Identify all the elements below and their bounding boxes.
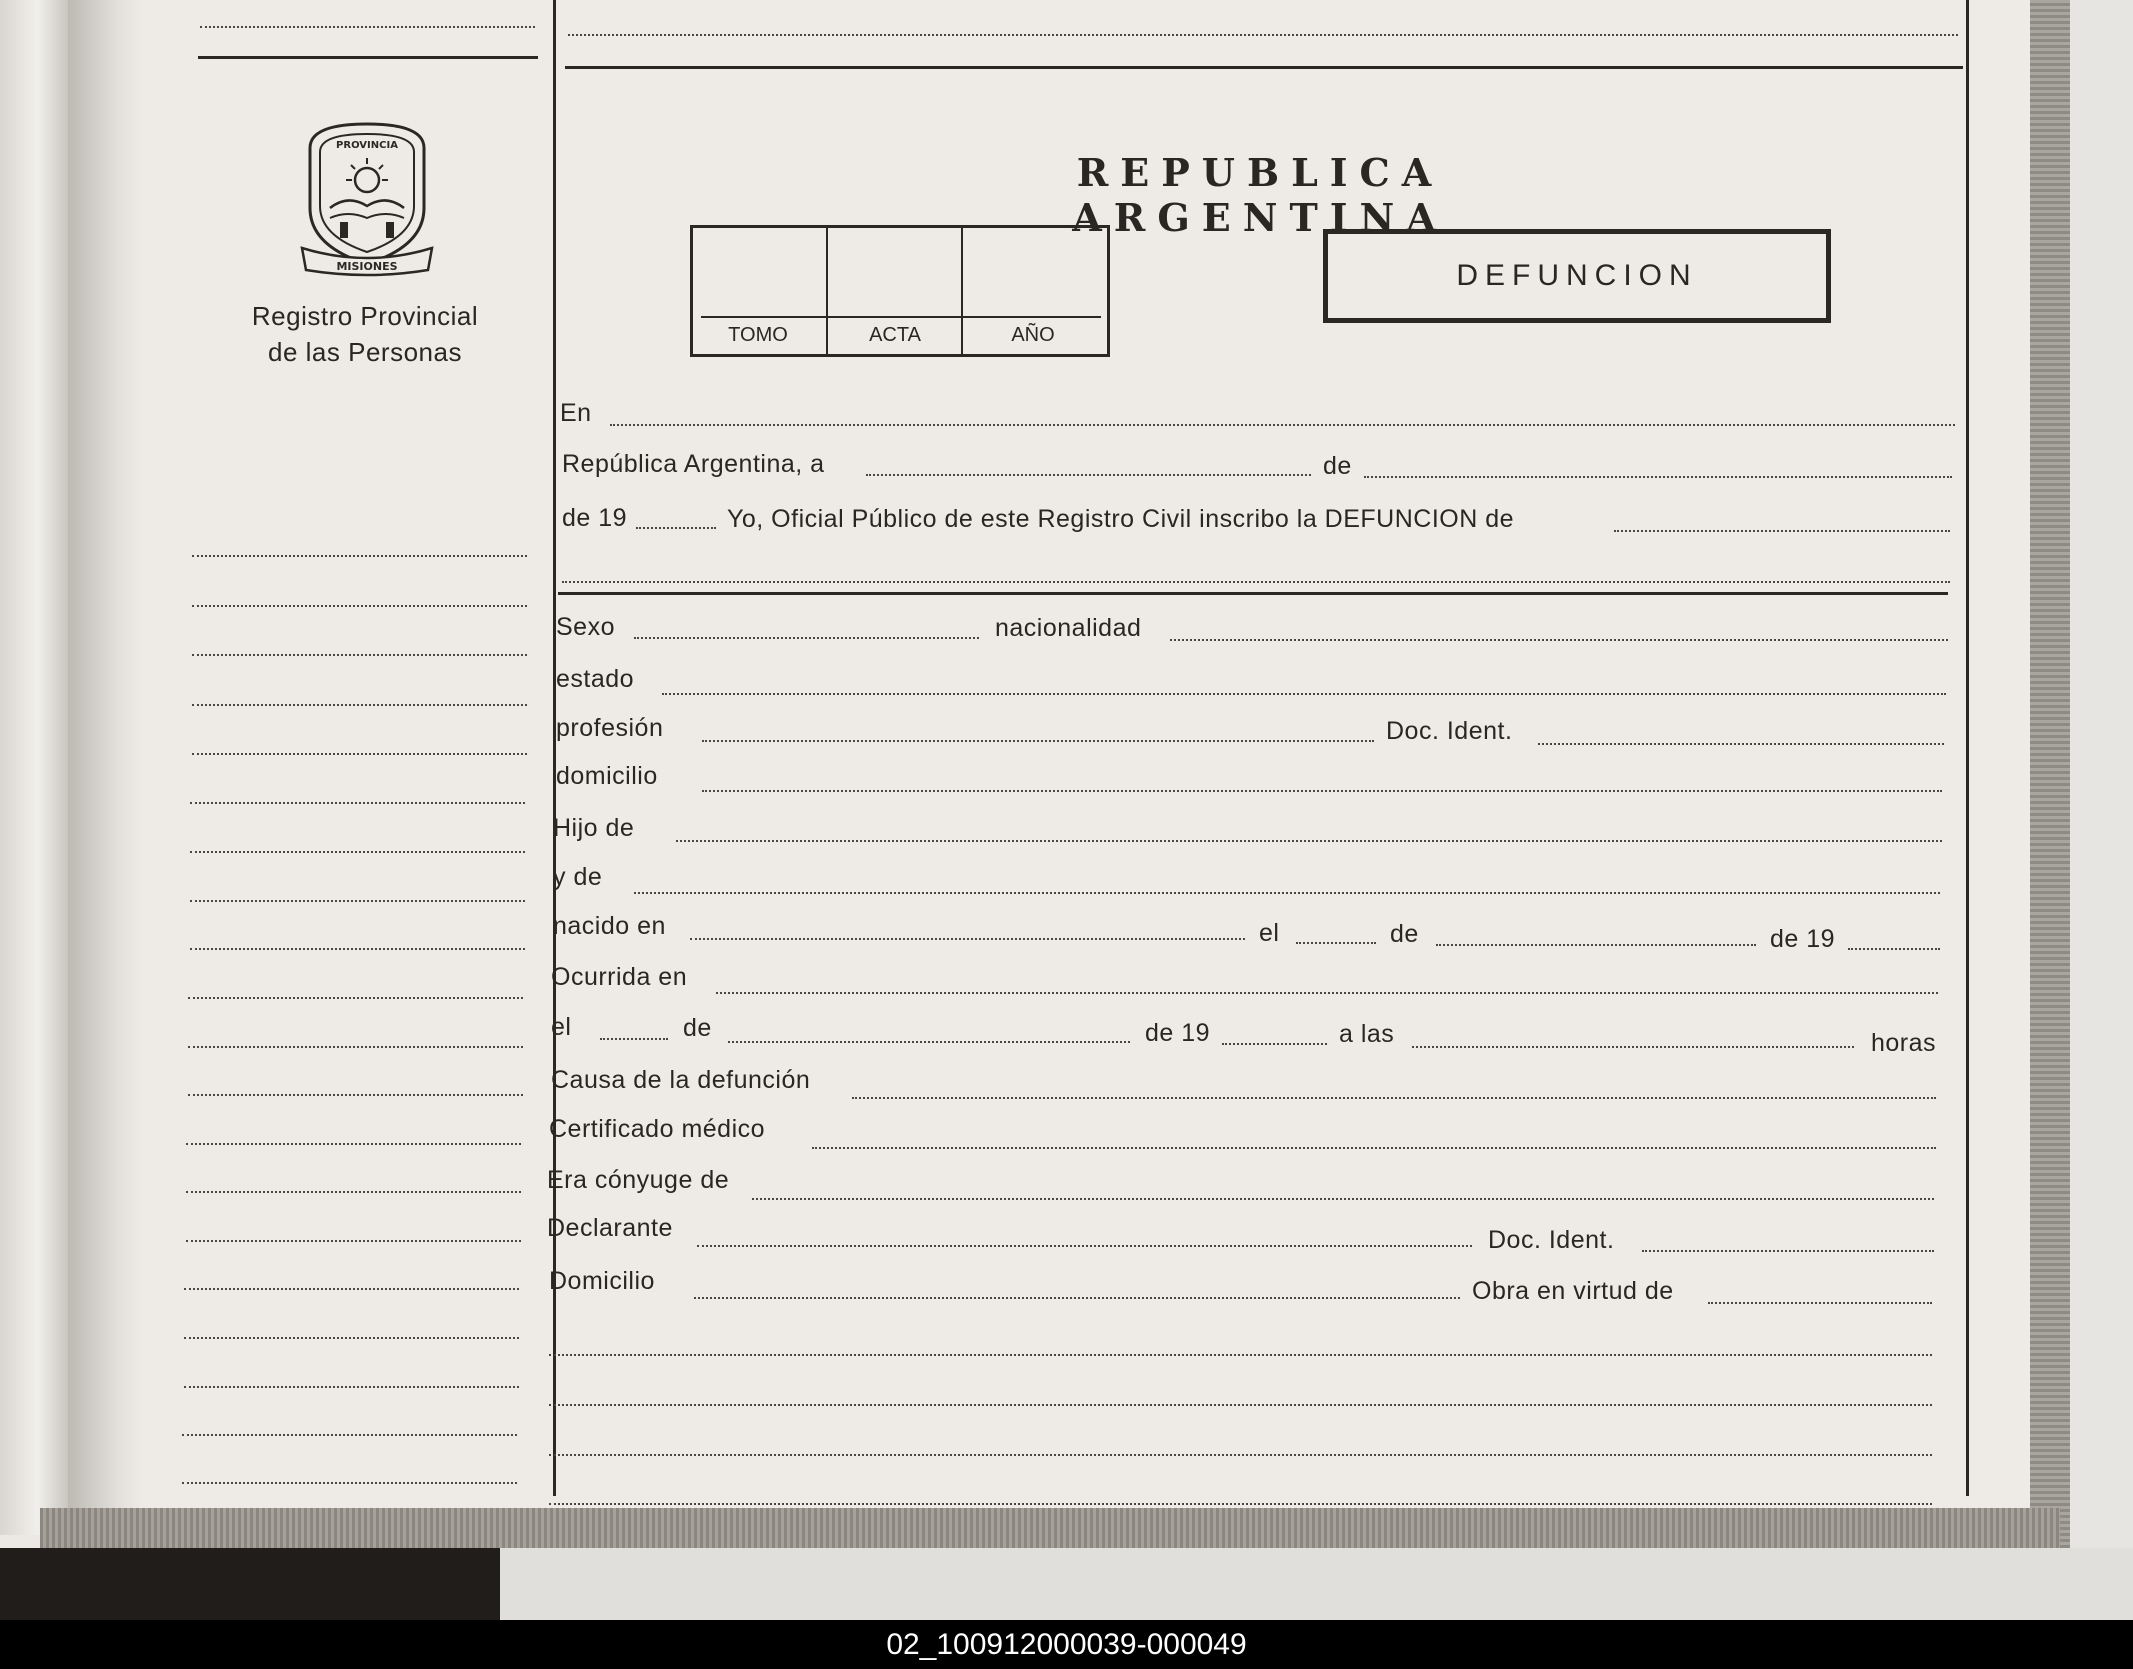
field-mes[interactable] xyxy=(1364,476,1952,478)
sidebar-dotted-line xyxy=(184,1337,519,1339)
form-right-border xyxy=(1966,0,1969,1496)
sidebar-dotted-line xyxy=(192,753,527,755)
label-nacido-en: nacido en xyxy=(553,912,666,940)
tomo-label: TOMO xyxy=(728,324,788,346)
field-certificado[interactable] xyxy=(812,1147,1936,1149)
sidebar-dotted-line xyxy=(188,997,523,999)
label-doc-ident-declarante: Doc. Ident. xyxy=(1488,1226,1615,1254)
label-y-de: y de xyxy=(553,863,603,891)
label-ocurrida-en: Ocurrida en xyxy=(551,963,688,991)
register-box xyxy=(690,225,1110,357)
label-de-19: de 19 xyxy=(562,504,628,532)
field-obra[interactable] xyxy=(1708,1302,1932,1304)
field-continuation[interactable] xyxy=(549,1454,1932,1456)
label-domicilio: domicilio xyxy=(556,762,658,790)
sidebar-dotted-line xyxy=(192,555,527,557)
acta-label: ACTA xyxy=(869,324,921,346)
label-de: de xyxy=(1390,920,1419,948)
field-anio-nacimiento[interactable] xyxy=(1848,948,1940,950)
sidebar-dotted-line xyxy=(188,1094,523,1096)
field-causa[interactable] xyxy=(852,1097,1936,1099)
label-el-defuncion: el xyxy=(551,1013,572,1041)
field-lugar-defuncion[interactable] xyxy=(716,992,1938,994)
sidebar-dotted-line xyxy=(182,1482,517,1484)
form-dotted-line xyxy=(568,34,1958,36)
label-de-19-nacimiento: de 19 xyxy=(1770,925,1836,953)
field-conyuge[interactable] xyxy=(752,1198,1934,1200)
field-mes-nacimiento[interactable] xyxy=(1436,944,1756,946)
label-obra: Obra en virtud de xyxy=(1472,1277,1674,1305)
field-continuation[interactable] xyxy=(549,1404,1932,1406)
background-dark xyxy=(0,1548,500,1620)
field-fallecido-cont[interactable] xyxy=(562,581,1950,583)
field-dia[interactable] xyxy=(866,474,1311,476)
field-fallecido[interactable] xyxy=(1614,530,1950,532)
sidebar-dotted-line xyxy=(190,851,525,853)
field-anio-defuncion[interactable] xyxy=(1222,1043,1327,1045)
sidebar-dotted-line xyxy=(190,900,525,902)
label-nacionalidad: nacionalidad xyxy=(995,614,1142,642)
sidebar-dotted-line xyxy=(186,1191,521,1193)
label-profesion: profesión xyxy=(556,714,664,742)
label-estado: estado xyxy=(556,665,635,693)
sidebar-dotted-line xyxy=(192,704,527,706)
sidebar-dotted-line xyxy=(200,26,535,28)
background-light xyxy=(500,1548,2133,1620)
field-continuation[interactable] xyxy=(549,1503,1932,1505)
field-domicilio-declarante[interactable] xyxy=(694,1297,1460,1299)
sidebar-dotted-line xyxy=(182,1434,517,1436)
field-madre[interactable] xyxy=(634,892,1940,894)
label-horas: horas xyxy=(1871,1029,1937,1057)
form-top-rule xyxy=(565,66,1963,69)
record-type-box: DEFUNCION xyxy=(1323,229,1831,323)
field-profesion[interactable] xyxy=(702,740,1374,742)
background-right xyxy=(2070,0,2133,1620)
register-separator xyxy=(701,316,1101,318)
book-cover-bottom xyxy=(40,1508,2060,1548)
field-continuation[interactable] xyxy=(549,1354,1932,1356)
sidebar-dotted-line xyxy=(190,802,525,804)
label-a-las: a las xyxy=(1339,1020,1395,1048)
sidebar-dotted-line xyxy=(188,1046,523,1048)
field-en[interactable] xyxy=(610,424,1955,426)
sidebar-dotted-line xyxy=(184,1386,519,1388)
label-causa: Causa de la defunción xyxy=(551,1066,811,1094)
book-cover-right xyxy=(2030,0,2070,1560)
sidebar-dotted-line xyxy=(184,1288,519,1290)
field-doc-ident[interactable] xyxy=(1538,743,1944,745)
seal-top-text: PROVINCIA xyxy=(336,140,398,151)
label-declarante: Declarante xyxy=(547,1214,673,1242)
registry-line-1: Registro Provincial xyxy=(251,301,479,331)
registry-name xyxy=(210,298,520,370)
field-domicilio[interactable] xyxy=(702,790,1942,792)
field-doc-ident-declarante[interactable] xyxy=(1642,1250,1934,1252)
label-de-mes: de xyxy=(1323,452,1352,480)
document-title: REPUBLICA ARGENTINA xyxy=(1072,150,1448,240)
seal-bottom-text: MISIONES xyxy=(336,260,398,273)
label-en: En xyxy=(560,399,592,427)
field-hora[interactable] xyxy=(1412,1046,1854,1048)
sidebar-dotted-line xyxy=(186,1240,521,1242)
field-anio[interactable] xyxy=(636,527,716,529)
registry-line-2: de las Personas xyxy=(268,337,462,367)
field-declarante[interactable] xyxy=(697,1245,1472,1247)
misiones-seal-icon xyxy=(296,118,438,278)
form-section-rule xyxy=(558,592,1948,595)
label-de-19-defuncion: de 19 xyxy=(1145,1019,1211,1047)
label-conyuge: Era cónyuge de xyxy=(547,1166,730,1194)
binding-shadow xyxy=(68,0,142,1520)
label-yo-oficial: Yo, Oficial Público de este Registro Civil inscribo la DEFUNCION de xyxy=(727,505,1515,533)
label-domicilio-declarante: Domicilio xyxy=(549,1267,655,1295)
sidebar-dotted-line xyxy=(192,654,527,656)
sidebar-dotted-line xyxy=(192,605,527,607)
label-sexo: Sexo xyxy=(556,613,615,641)
label-de-defuncion: de xyxy=(683,1014,712,1042)
field-sexo[interactable] xyxy=(634,637,979,639)
image-caption: 02_100912000039-000049 xyxy=(0,1620,2133,1669)
label-certificado: Certificado médico xyxy=(549,1115,766,1143)
label-doc-ident: Doc. Ident. xyxy=(1386,717,1513,745)
field-padre[interactable] xyxy=(676,840,1942,842)
left-page-edge xyxy=(0,0,68,1535)
anio-label: AÑO xyxy=(1011,324,1055,346)
field-estado[interactable] xyxy=(662,693,1946,695)
sidebar-top-rule xyxy=(198,56,538,59)
sidebar-dotted-line xyxy=(190,948,525,950)
field-mes-defuncion[interactable] xyxy=(728,1041,1130,1043)
sidebar-dotted-line xyxy=(186,1143,521,1145)
field-lugar-nacimiento[interactable] xyxy=(690,938,1245,940)
label-hijo-de: Hijo de xyxy=(553,814,635,842)
label-republica: República Argentina, a xyxy=(562,450,825,478)
field-nacionalidad[interactable] xyxy=(1170,639,1948,641)
field-dia-nacimiento[interactable] xyxy=(1296,942,1376,944)
field-dia-defuncion[interactable] xyxy=(600,1038,668,1040)
label-el: el xyxy=(1259,919,1280,947)
